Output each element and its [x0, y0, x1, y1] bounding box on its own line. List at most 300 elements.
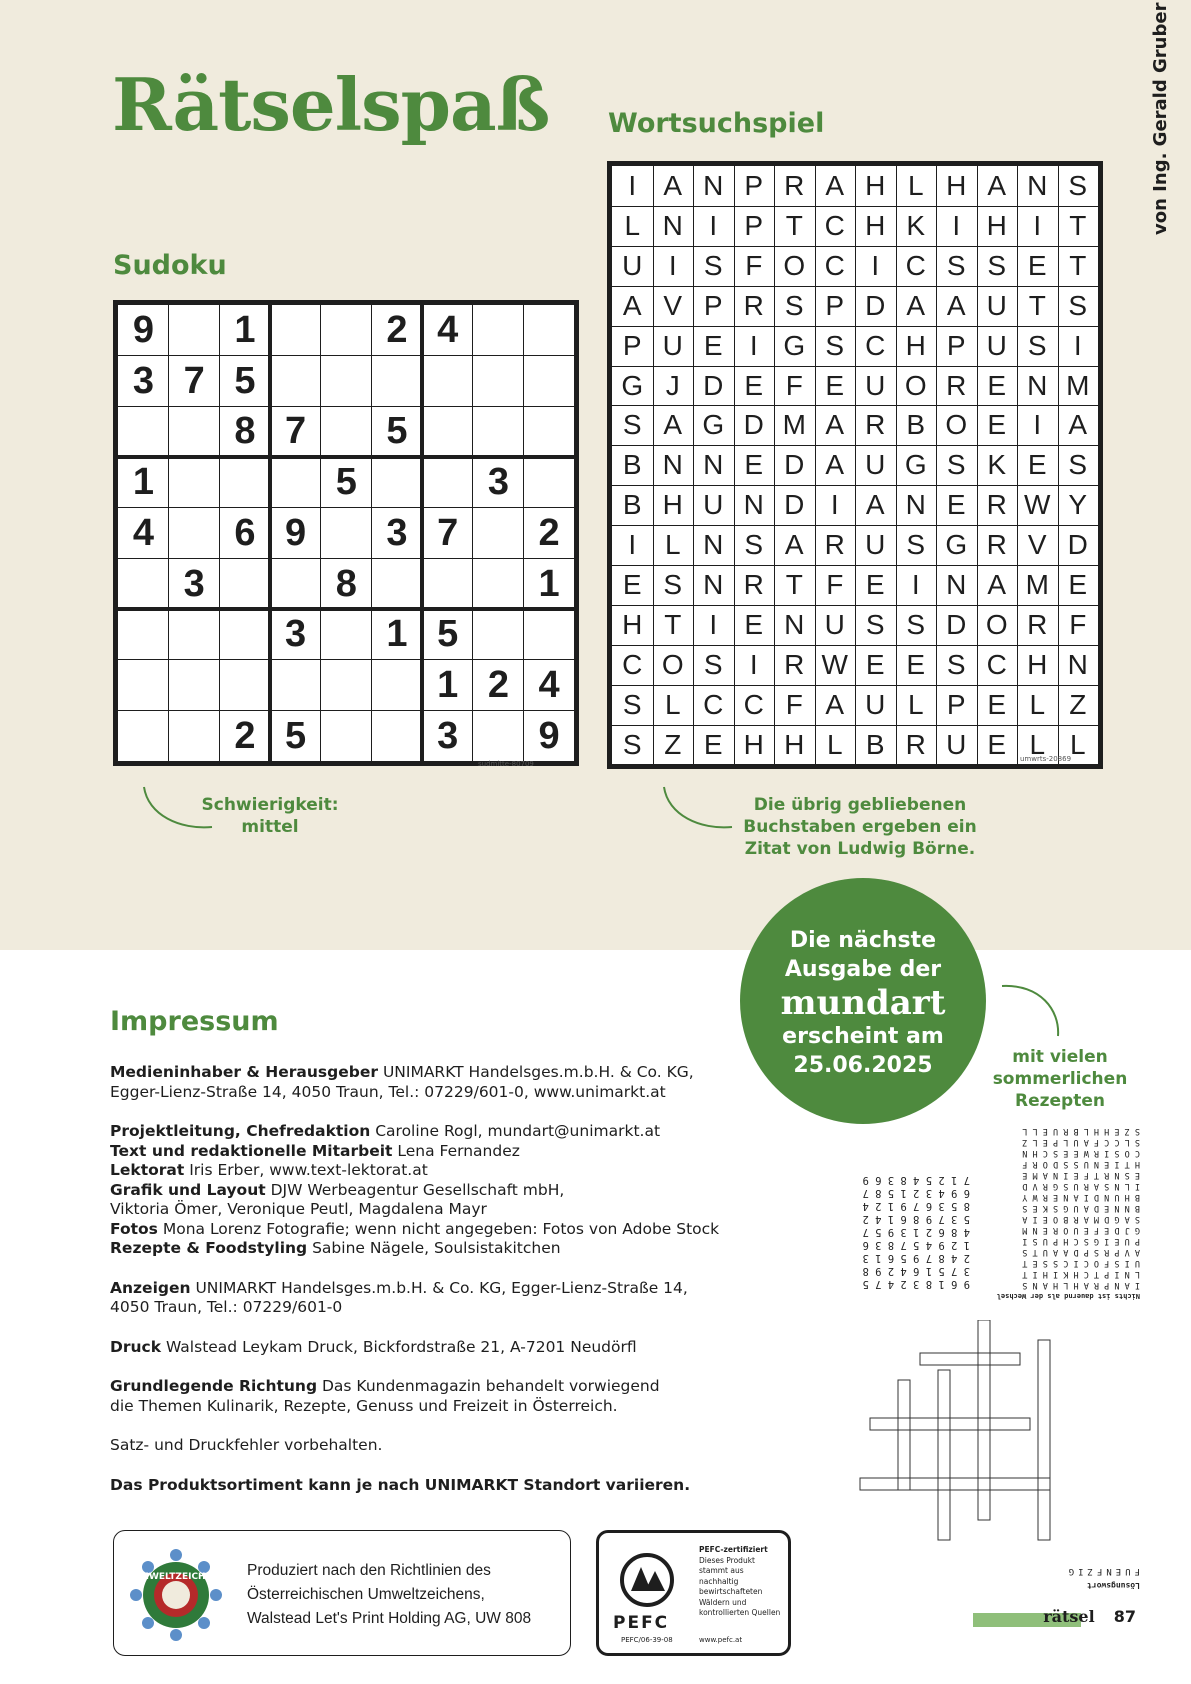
wordsearch-letter: Z	[664, 728, 682, 760]
wordsearch-letter: D	[946, 608, 967, 640]
wordsearch-letter: U	[865, 369, 886, 401]
grid-line	[118, 507, 574, 508]
note-line: mit vielen	[1012, 1047, 1108, 1067]
sudoku-cell	[270, 559, 321, 610]
wordsearch-letter: E	[622, 569, 642, 600]
wordsearch-letter: T	[1028, 289, 1046, 321]
solution-row: C O S I R W E E S C H N	[1022, 1148, 1140, 1158]
page-footer	[1043, 1607, 1136, 1626]
wordsearch-letter: P	[744, 209, 764, 241]
wordsearch-letter: R	[743, 289, 764, 321]
solution-row: B H U N D I A N E R W Y	[1022, 1192, 1140, 1202]
wordsearch-letter: A	[784, 529, 804, 561]
badge-line: Ausgabe der	[784, 957, 942, 982]
grid-line	[612, 725, 1098, 726]
grid-line	[1017, 166, 1018, 764]
wordsearch-letter: K	[906, 209, 926, 241]
impressum-label: Lektorat	[110, 1161, 185, 1179]
wordsearch-letter: D	[865, 289, 886, 321]
wordsearch-letter: R	[946, 369, 967, 401]
wordsearch-letter: R	[905, 728, 926, 760]
curve-arrow	[660, 785, 740, 835]
wordsearch-letter: C	[824, 209, 845, 241]
sudoku-cell	[169, 609, 220, 660]
next-issue-badge	[740, 878, 986, 1124]
sudoku-cell	[524, 305, 575, 356]
wordsearch-letter: U	[865, 688, 886, 720]
sudoku-cell	[473, 609, 524, 660]
wordsearch-letter: M	[1066, 369, 1090, 401]
impressum-entry	[110, 1142, 750, 1162]
sudoku-cell: 3	[285, 613, 307, 656]
sudoku-cell	[118, 609, 169, 660]
wordsearch-letter: A	[825, 409, 845, 441]
wordsearch-letter: M	[782, 409, 806, 441]
impressum-value: die Themen Kulinarik, Rezepte, Genuss und Freizeit in Österreich.	[110, 1396, 618, 1415]
sudoku-cell: 5	[386, 410, 408, 453]
sudoku-cell	[118, 559, 169, 610]
wordsearch-letter: P	[744, 170, 764, 201]
wordsearch-letter: T	[785, 569, 803, 600]
solution-row: 4 8 6 2 1 3 9 5 7	[862, 1226, 970, 1238]
wordsearch-letter: C	[824, 249, 845, 281]
curve-arrow	[1000, 980, 1070, 1040]
grid-line	[118, 710, 574, 711]
wordsearch-letter: H	[905, 329, 926, 361]
wordsearch-letter: N	[703, 449, 724, 481]
wordsearch-letter: D	[784, 489, 805, 521]
wordsearch-letter: E	[1068, 569, 1088, 600]
wordsearch-letter: S	[703, 648, 723, 680]
sudoku-cell	[169, 508, 220, 559]
sudoku-cell: 1	[132, 461, 155, 504]
impressum-label: Druck	[110, 1337, 162, 1356]
solution-row: S L C C F A U L P E L Z	[1022, 1137, 1140, 1147]
sudoku-cell: 3	[437, 714, 459, 757]
sudoku-cell	[473, 508, 524, 559]
wordsearch-letter: E	[744, 369, 764, 401]
sudoku-cell	[473, 711, 524, 762]
wordsearch-letter: N	[1067, 648, 1088, 680]
sudoku-cell: 4	[437, 309, 459, 351]
wordsearch-letter: G	[904, 449, 927, 481]
wordsearch-letter: I	[911, 569, 920, 600]
wordsearch-letter: Y	[1068, 489, 1088, 521]
sudoku-cell: 8	[234, 410, 256, 453]
wordsearch-letter: L	[624, 209, 641, 241]
wordsearch-letter: T	[785, 209, 803, 241]
author-credit: von Ing. Gerald Gruber	[1150, 2, 1171, 235]
wordsearch-letter: H	[946, 170, 967, 201]
wordsearch-letter: E	[906, 648, 926, 680]
sudoku-cell	[321, 711, 372, 762]
wordsearch-letter: C	[622, 648, 643, 680]
note-line: sommerlichen	[992, 1069, 1128, 1089]
impressum-label: Fotos	[110, 1219, 158, 1238]
impressum-entry	[110, 1436, 750, 1456]
wordsearch-letter: U	[986, 289, 1007, 321]
difficulty-label: Schwierigkeit:	[201, 795, 339, 815]
sudoku-cell	[169, 660, 220, 711]
wordsearch-letter: F	[1069, 608, 1087, 640]
wordsearch-letter: I	[1033, 209, 1042, 241]
wordsearch-letter: E	[825, 369, 845, 401]
sudoku-cell	[118, 660, 169, 711]
sudoku-cell	[270, 356, 321, 407]
impressum-label: Anzeigen	[110, 1278, 191, 1297]
sudoku-cell: 2	[487, 663, 509, 706]
sudoku-cell	[169, 305, 220, 356]
wordsearch-letter: B	[865, 728, 885, 760]
wordsearch-letter: I	[709, 209, 718, 241]
wordsearch-letter: I	[668, 249, 677, 281]
grid-line	[1058, 166, 1059, 764]
impressum-value: Das Kundenmagazin behandelt vorwiegend	[317, 1377, 660, 1395]
grid-line	[268, 305, 272, 761]
solution-row: 7 1 2 5 4 8 3 6 9	[862, 1174, 970, 1186]
wordsearch-letter: H	[865, 170, 886, 201]
impressum-value: DJW Werbeagentur Gesellschaft mbH,	[265, 1180, 565, 1199]
wordsearch-letter: A	[825, 688, 845, 720]
sudoku-heading: Sudoku	[113, 250, 227, 281]
wordsearch-letter: S	[825, 329, 845, 361]
grid-line	[168, 305, 169, 761]
wordsearch-letter: L	[1069, 728, 1086, 760]
solution-row: 6 9 4 3 2 1 5 8 7	[862, 1187, 970, 1199]
wordsearch-letter: E	[1027, 249, 1047, 281]
sudoku-cell: 6	[234, 511, 256, 554]
wordsearch-letter: J	[665, 369, 680, 401]
wordsearch-letter: P	[825, 289, 845, 321]
wordsearch-letter: E	[946, 489, 966, 521]
wordsearch-letter: S	[906, 529, 926, 561]
wordsearch-letter: S	[784, 289, 804, 321]
grid-line	[612, 605, 1098, 606]
sudoku-cell: 5	[285, 714, 307, 757]
sudoku-cell	[524, 457, 575, 508]
sudoku-grid	[113, 300, 579, 766]
sudoku-cell	[270, 305, 321, 356]
impressum-value: Walstead Leykam Druck, Bickfordstraße 21, A-7201 Neudörfl	[161, 1337, 637, 1356]
impressum-label: Grafik und Layout	[110, 1180, 266, 1199]
sudoku-cell: 7	[285, 410, 307, 453]
wordsearch-letter: S	[906, 608, 926, 640]
wordsearch-letter: O	[904, 369, 927, 401]
grid-line	[118, 406, 574, 407]
solution-row: H T I E N U S S D O R F	[1022, 1159, 1140, 1169]
grid-line	[653, 166, 654, 764]
wordsearch-letter: A	[825, 449, 845, 481]
logo-lettering: UMWELTZEICHEN	[132, 1572, 220, 1582]
wordsearch-letter: A	[987, 569, 1007, 600]
grid-line	[219, 305, 220, 761]
sudoku-cell: 9	[132, 309, 155, 351]
grid-line	[612, 485, 1098, 486]
badge-line: 25.06.2025	[793, 1053, 933, 1078]
wordsearch-letter: E	[744, 449, 764, 481]
wordsearch-letter: E	[865, 648, 885, 680]
wordsearch-letter: N	[662, 449, 683, 481]
sudoku-cell: 5	[437, 613, 459, 656]
grid-line	[523, 305, 524, 761]
impressum-value: Satz- und Druckfehler vorbehalten.	[110, 1436, 383, 1454]
wordsearch-letter: S	[1027, 329, 1047, 361]
wordsearch-letter: U	[622, 249, 643, 281]
impressum-entry	[110, 1122, 750, 1142]
sudoku-cell: 9	[538, 714, 560, 757]
sudoku-cell: 1	[538, 562, 560, 605]
caption-line: Die übrig gebliebenen	[753, 795, 967, 815]
next-issue-note	[985, 1046, 1135, 1112]
grid-line	[118, 607, 574, 611]
grid-line	[612, 286, 1098, 287]
wordsearch-letter: L	[826, 728, 843, 760]
sudoku-cell: 2	[234, 714, 256, 757]
wordsearch-letter: P	[703, 289, 723, 321]
sudoku-cell	[118, 711, 169, 762]
impressum-value: Egger-Lienz-Straße 14, 4050 Traun, Tel.: 07229/601-0, www.unimarkt.at	[110, 1082, 666, 1101]
pefc-line: stammt aus	[699, 1566, 744, 1575]
impressum-entry	[110, 1279, 750, 1318]
wordsearch-letter: N	[703, 569, 724, 600]
grid-line	[734, 166, 735, 764]
eco-line: Produziert nach den Richtlinien des	[247, 1562, 491, 1579]
wordsearch-letter: U	[986, 329, 1007, 361]
impressum-label: Rezepte & Foodstyling	[110, 1239, 308, 1257]
wordsearch-letter: I	[1033, 409, 1042, 441]
wordsearch-letter: N	[905, 489, 926, 521]
sudoku-cell: 1	[234, 309, 256, 351]
wordsearch-letter: S	[1068, 289, 1088, 321]
sudoku-cell	[372, 660, 423, 711]
pefc-line: Wäldern und	[699, 1597, 747, 1607]
wordsearch-letter: C	[865, 329, 886, 361]
badge-line: Die nächste	[789, 928, 937, 953]
wordsearch-letter: E	[987, 409, 1007, 441]
impressum-label: Text und redaktionelle Mitarbeit	[110, 1141, 393, 1160]
solution-row: 5 3 7 9 8 6 1 4 2	[862, 1213, 970, 1225]
grid-line	[936, 166, 937, 764]
solution-row: U I S F O C I C S S E T	[1022, 1258, 1140, 1268]
solution-row: E S N R T F E I N A M E	[1022, 1170, 1140, 1180]
wordsearch-letter: I	[952, 209, 961, 241]
sudoku-cell: 2	[538, 511, 560, 554]
wordsearch-letter: M	[1025, 569, 1049, 600]
wordsearch-letter: I	[749, 329, 758, 361]
sudoku-cell	[372, 356, 423, 407]
pefc-code: PEFC/06-39-08	[621, 1636, 673, 1644]
sudoku-cell	[473, 356, 524, 407]
sudoku-cell: 7	[437, 511, 459, 554]
brand-name: mundart	[780, 983, 946, 1023]
sudoku-cell	[219, 609, 270, 660]
wordsearch-letter: N	[703, 529, 724, 561]
impressum-entry	[110, 1181, 750, 1220]
grid-line	[612, 366, 1098, 367]
sudoku-cell	[473, 406, 524, 457]
wordsearch-letter: H	[986, 209, 1007, 241]
wordsearch-solution	[1022, 1125, 1140, 1290]
pefc-title: PEFC-zertifiziert	[699, 1545, 768, 1554]
sudoku-cell	[219, 660, 270, 711]
wordsearch-letter: O	[985, 608, 1008, 640]
grid-line	[612, 685, 1098, 686]
grid-line	[815, 166, 816, 764]
wordsearch-letter: I	[830, 489, 839, 521]
impressum-entry	[110, 1161, 750, 1181]
caption-line: Buchstaben ergeben ein	[743, 817, 977, 837]
wordsearch-letter: S	[703, 249, 723, 281]
wordsearch-letter: N	[1027, 170, 1048, 201]
grid-line	[693, 166, 694, 764]
wordsearch-letter: N	[946, 569, 967, 600]
wordsearch-letter: C	[986, 648, 1007, 680]
wordsearch-letter: A	[906, 289, 926, 321]
eco-line: Österreichischen Umweltzeichens,	[247, 1586, 485, 1603]
wordsearch-letter: A	[663, 170, 683, 201]
wordsearch-letter: S	[1068, 170, 1088, 201]
grid-line	[320, 305, 321, 761]
impressum-value: Mona Lorenz Fotografie; wenn nicht angegeben: Fotos von Adobe Stock	[157, 1219, 720, 1238]
wordsearch-letter: H	[743, 728, 764, 760]
wordsearch-letter: W	[821, 648, 848, 680]
sudoku-cell: 4	[132, 511, 155, 554]
sudoku-cell	[422, 356, 473, 407]
wordsearch-letter: R	[824, 529, 845, 561]
sudoku-cell: 3	[386, 511, 408, 554]
sudoku-cell	[372, 457, 423, 508]
sudoku-cell: 5	[234, 359, 256, 402]
impressum-value: Lena Fernandez	[392, 1141, 520, 1160]
wordsearch-letter: E	[987, 728, 1007, 760]
solution-row: 9 6 1 8 3 2 4 7 5	[862, 1278, 970, 1290]
solution-row: 2 4 8 7 9 5 6 1 3	[862, 1252, 970, 1264]
wordsearch-letter: A	[1068, 409, 1088, 441]
wordsearch-letter: S	[946, 449, 966, 481]
grid-line	[774, 166, 775, 764]
wordsearch-letter: S	[1068, 449, 1088, 481]
wordsearch-grid	[607, 161, 1103, 769]
wordsearch-letter: N	[1027, 369, 1048, 401]
grid-line	[855, 166, 856, 764]
wordsearch-letter: R	[986, 529, 1007, 561]
pefc-box	[596, 1530, 791, 1656]
wordsearch-letter: B	[622, 489, 642, 521]
wordsearch-letter: G	[783, 329, 806, 361]
grid-line	[118, 659, 574, 660]
wordsearch-letter: D	[1067, 529, 1088, 561]
sudoku-cell	[372, 559, 423, 610]
wordsearch-letter: I	[628, 529, 637, 561]
wordsearch-letter: S	[987, 249, 1007, 281]
wordsearch-letter: Z	[1069, 688, 1087, 720]
wordsearch-letter: E	[987, 688, 1007, 720]
wordsearch-letter: I	[871, 249, 880, 281]
wordsearch-letter: S	[622, 728, 642, 760]
sudoku-cell: 3	[132, 359, 155, 402]
impressum-label: Medieninhaber & Herausgeber	[110, 1063, 379, 1081]
wordsearch-letter: S	[865, 608, 885, 640]
wordsearch-letter: C	[743, 688, 764, 720]
sudoku-code: sudmitte-80709	[478, 760, 534, 768]
solution-row: I A N P R A H L H A N S	[1022, 1280, 1140, 1290]
wordsearch-letter: P	[622, 329, 642, 361]
wordsearch-letter: I	[1073, 329, 1082, 361]
wordsearch-letter: V	[1027, 529, 1047, 561]
solution-row: I L N S A R U S G R V D	[1022, 1181, 1140, 1191]
solution-row: L N I P T C H K I H I T	[1022, 1269, 1140, 1279]
page-title: Rätselspaß	[112, 62, 550, 147]
wordsearch-letter: S	[622, 688, 642, 720]
sudoku-cell	[321, 508, 372, 559]
wordsearch-letter: H	[865, 209, 886, 241]
wordsearch-letter: L	[907, 688, 924, 720]
wordsearch-letter: F	[785, 369, 803, 401]
wordsearch-letter: A	[663, 409, 683, 441]
wordsearch-letter: A	[622, 289, 642, 321]
wordsearch-letter: C	[905, 249, 926, 281]
sudoku-cell	[270, 457, 321, 508]
wordsearch-letter: A	[825, 170, 845, 201]
grid-line	[118, 355, 574, 356]
eco-label-box	[113, 1530, 571, 1656]
sudoku-difficulty	[195, 794, 345, 838]
pefc-line: Dieses Produkt	[699, 1555, 755, 1565]
grid-line	[420, 305, 424, 761]
wordsearch-letter: L	[664, 688, 681, 720]
wordsearch-letter: I	[749, 648, 758, 680]
wordsearch-letter: E	[1027, 449, 1047, 481]
sudoku-cell	[524, 609, 575, 660]
wordsearch-caption	[730, 794, 990, 860]
sudoku-solution	[863, 1173, 970, 1290]
impressum-value: Viktoria Ömer, Veronique Peutl, Magdalena Mayr	[110, 1200, 487, 1218]
wordsearch-letter: U	[865, 449, 886, 481]
wordsearch-letter: I	[709, 608, 718, 640]
pefc-tree-icon	[615, 1553, 679, 1607]
impressum-value: UNIMARKT Handelsges.m.b.H. & Co. KG,	[378, 1063, 694, 1081]
impressum-entry	[110, 1239, 750, 1259]
wordsearch-letter: F	[785, 688, 803, 720]
impressum-value: Iris Erber, www.text-lektorat.at	[184, 1161, 428, 1179]
crossword-solution-word: FUENFZIG	[1064, 1566, 1140, 1576]
wordsearch-letter: P	[946, 688, 966, 720]
solution-row: G J D E F E U O R E N M	[1022, 1225, 1140, 1235]
grid-line	[896, 166, 897, 764]
sudoku-cell	[270, 660, 321, 711]
wordsearch-letter: E	[703, 329, 723, 361]
wordsearch-letter: A	[865, 489, 885, 521]
wordsearch-letter: L	[664, 529, 681, 561]
wordsearch-letter: G	[702, 409, 725, 441]
sudoku-cell: 7	[183, 359, 205, 402]
solutions-area	[810, 1126, 1140, 1590]
impressum-label: Das Produktsortiment kann je nach UNIMARKT Standort variieren.	[110, 1475, 691, 1494]
sudoku-cell	[321, 406, 372, 457]
sudoku-cell: 3	[183, 562, 205, 605]
impressum-label: Projektleitung, Chefredaktion	[110, 1122, 371, 1140]
impressum-entry	[110, 1063, 750, 1102]
grid-line	[612, 565, 1098, 566]
wordsearch-letter: C	[703, 688, 724, 720]
sudoku-cell	[169, 406, 220, 457]
wordsearch-letter: V	[663, 289, 683, 321]
wordsearch-letter: G	[621, 369, 644, 401]
wordsearch-letter: H	[662, 489, 683, 521]
badge-line: erscheint am	[782, 1024, 944, 1049]
solution-row: S Z E H H L B R U E L L	[1022, 1126, 1140, 1136]
caption-line: Zitat von Ludwig Börne.	[744, 839, 976, 859]
